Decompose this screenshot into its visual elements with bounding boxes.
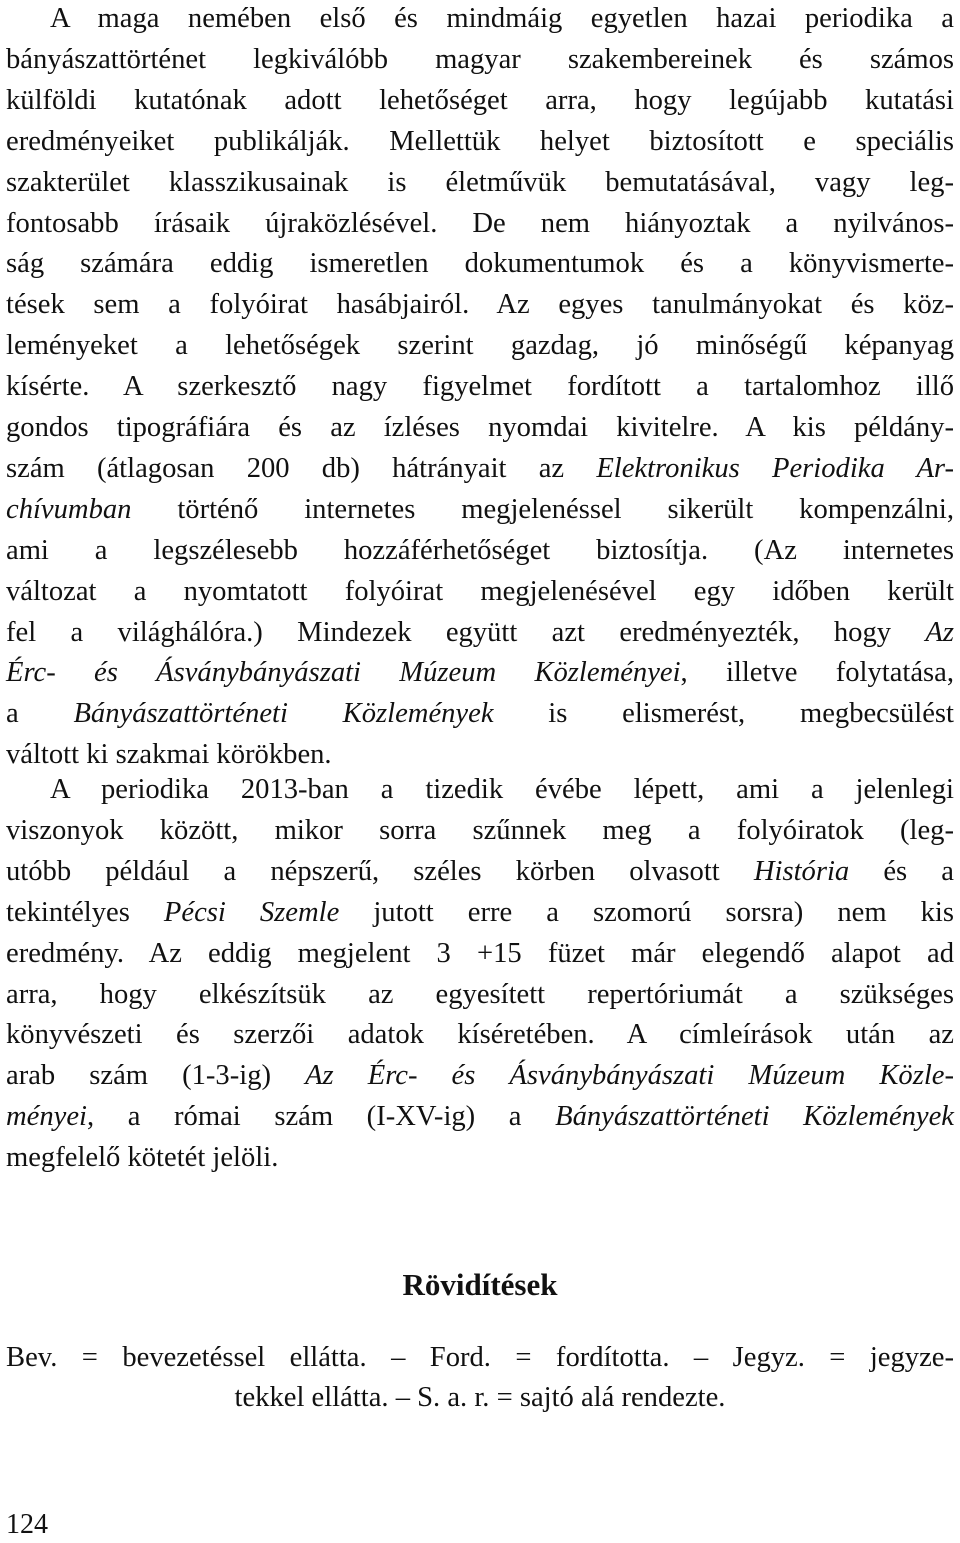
italic-title-text: História [753,855,850,887]
text-line [6,974,954,1015]
body-text: leményeket a lehetőségek szerint gazdag, jó minőségű képanyag [6,330,954,362]
text-line [6,851,954,892]
abbreviations-line-1: Bev. = bevezetéssel ellátta. – Ford. = fordította. – Jegyz. = jegyze- [6,1342,954,1373]
text-line [6,80,954,121]
body-text: változat a nyomtatott folyóirat megjelenésével egy időben került [6,575,954,607]
text-line [6,1096,954,1137]
text-line [6,243,954,284]
body-text: fontosabb írásaik újraközlésével. De nem hiányoztak a nyilvános- [6,207,954,239]
body-text: váltott ki szakmai körökben. [6,739,332,771]
italic-title-text: Bányászattörténeti Közlemények [73,698,494,730]
text-line [6,612,954,653]
body-text: viszonyok között, mikor sorra szűnnek meg a folyóiratok (leg- [6,814,954,846]
text-line [6,162,954,203]
text-line [6,769,954,810]
section-heading-abbreviations: Rövidítések [402,1267,558,1302]
text-line [6,892,954,933]
text-line [6,489,954,530]
text-line [6,121,954,162]
text-line [6,39,954,80]
body-text: , illetve folytatása, [680,657,955,689]
body-text: és a [849,855,954,887]
body-text: arra, hogy elkészítsük az egyesített repertóriumát a szükséges [6,978,954,1010]
body-text: kísérte. A szerkesztő nagy figyelmet fordított a tartalomhoz illő [6,371,954,403]
body-text: történő internetes megjelenéssel sikerült kompenzálni, [131,493,954,525]
italic-title-text: Elektronikus Periodika Ar- [596,452,954,484]
body-text: megfelelő kötetét jelöli. [6,1142,279,1174]
text-line [6,810,954,851]
body-text: utóbb például a népszerű, széles körben olvasott [6,855,754,887]
italic-title-text: Érc- és Ásványbányászati Múzeum Közleményei [6,657,681,689]
body-text: A periodika 2013-ban a tizedik évébe lépett, ami a jelenlegi [50,774,954,805]
text-line [6,693,954,734]
body-text: könyvészeti és szerzői adatok kíséretében. A címleírások után az [6,1019,954,1051]
abbreviations-line-2: tekkel ellátta. – S. a. r. = sajtó alá rendezte. [234,1382,726,1413]
text-line [6,203,954,244]
text-line [6,325,954,366]
body-text: ami a legszélesebb hozzáférhetőséget biztosítja. (Az internetes [6,534,954,566]
body-text: ság számára eddig ismeretlen dokumentumok és a könyvismerte- [6,248,954,280]
body-text: jutott erre a szomorú sorsra) nem kis [339,896,954,928]
text-line [6,652,954,693]
italic-title-text: Pécsi Szemle [163,896,340,928]
italic-title-text: Az [925,616,954,648]
page-number: 124 [6,1509,48,1540]
text-line [6,0,954,39]
body-text: is elismerést, megbecsülést [493,698,955,730]
italic-title-text: ményei [6,1101,87,1133]
body-text: eredmény. Az eddig megjelent 3 +15 füzet már elegendő alapot ad [6,937,954,969]
body-text: gondos tipográfiára és az ízléses nyomdai kivitelre. A kis példány- [6,412,954,443]
italic-title-text: chívumban [6,493,132,525]
text-line [6,366,954,407]
italic-title-text: Az Érc- és Ásványbányászati Múzeum Közle- [305,1060,954,1092]
body-text: tések sem a folyóirat hasábjairól. Az egyes tanulmányokat és köz- [6,289,954,321]
text-line [6,1014,954,1055]
body-text: szakterület klasszikusainak is életművük bemutatásával, vagy leg- [6,166,954,198]
text-line [6,933,954,974]
body-text: arab szám (1-3-ig) [6,1060,306,1092]
text-line [6,407,954,448]
text-line [6,1055,954,1096]
text-line [6,530,954,571]
body-text: fel a világhálóra.) Mindezek együtt azt eredményezték, hogy [6,616,926,648]
text-line [6,571,954,612]
body-text: a [6,698,74,730]
body-text: szám (átlagosan 200 db) hátrányait az [6,452,597,484]
body-text: A maga nemében első és mindmáig egyetlen hazai periodika a [50,3,954,34]
text-line [6,284,954,325]
body-text: tekintélyes [6,896,164,928]
italic-title-text: Bányászattörténeti Közlemények [555,1101,954,1133]
body-text: , a római szám (I-XV-ig) a [86,1101,556,1133]
text-line [6,1137,954,1178]
text-line [6,448,954,489]
body-text: külföldi kutatónak adott lehetőséget arra, hogy legújabb kutatási [6,84,954,116]
body-text: bányászattörténet legkiválóbb magyar szakembereinek és számos [6,43,954,75]
body-text: eredményeiket publikálják. Mellettük helyet biztosított e speciális [6,125,954,157]
